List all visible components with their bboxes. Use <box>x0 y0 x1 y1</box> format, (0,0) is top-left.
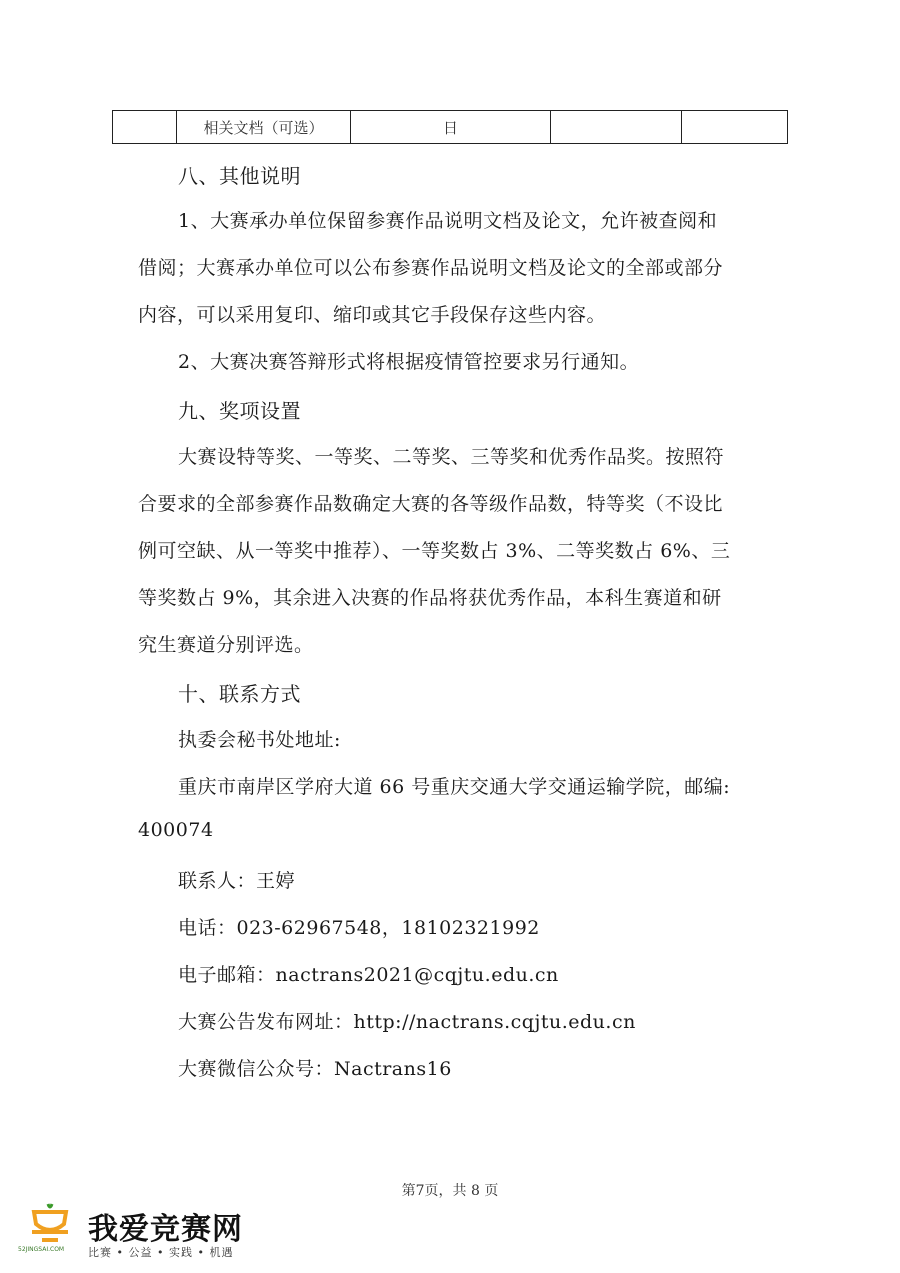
section-8-p1-line2: 借阅；大赛承办单位可以公布参赛作品说明文档及论文的全部或部分 <box>138 257 724 279</box>
contact-phone: 电话：023-62967548，18102321992 <box>178 917 540 939</box>
logo-tagline: 比赛 • 公益 • 实践 • 机遇 <box>88 1246 234 1259</box>
section-9-line3: 例可空缺、从一等奖中推荐）、一等奖数占 3%、二等奖数占 6%、三 <box>138 540 731 562</box>
section-9-line1: 大赛设特等奖、一等奖、二等奖、三等奖和优秀作品奖。按照符 <box>178 446 725 468</box>
address-label: 执委会秘书处地址: <box>178 729 341 751</box>
table-cell-empty-1 <box>551 111 682 143</box>
section-9-heading: 九、奖项设置 <box>178 399 301 423</box>
section-10-heading: 十、联系方式 <box>178 682 301 706</box>
section-9-line5: 究生赛道分别评选。 <box>138 634 314 656</box>
page-number: 第7页，共 8 页 <box>401 1183 499 1199</box>
contact-email[interactable]: 电子邮箱：nactrans2021@cqjtu.edu.cn <box>178 964 559 986</box>
contact-person: 联系人：王婷 <box>178 870 296 892</box>
section-9-line4: 等奖数占 9%，其余进入决赛的作品将获优秀作品，本科生赛道和研 <box>138 587 722 609</box>
logo-name: 我爱竞赛网 <box>88 1212 243 1247</box>
section-8-p1-line1: 1、大赛承办单位保留参赛作品说明文档及论文，允许被查阅和 <box>178 210 718 232</box>
address-line2: 400074 <box>138 819 214 841</box>
section-8-p2: 2、大赛决赛答辩形式将根据疫情管控要求另行通知。 <box>178 351 640 373</box>
section-8-p1-line3: 内容，可以采用复印、缩印或其它手段保存这些内容。 <box>138 304 607 326</box>
section-8-heading: 八、其他说明 <box>178 164 301 188</box>
site-logo[interactable] <box>18 1202 258 1262</box>
table-cell-doc-label: 相关文档（可选） <box>177 111 351 143</box>
table-row <box>112 110 788 144</box>
address-line1: 重庆市南岸区学府大道 66 号重庆交通大学交通运输学院，邮编: <box>178 776 731 798</box>
section-9-line2: 合要求的全部参赛作品数确定大赛的各等级作品数，特等奖（不设比 <box>138 493 724 515</box>
table-cell-unit: 日 <box>351 111 551 143</box>
table-cell-blank <box>113 111 177 143</box>
logo-domain: 52JINGSAI.COM <box>18 1246 65 1253</box>
announcement-website[interactable]: 大赛公告发布网址：http://nactrans.cqjtu.edu.cn <box>178 1011 636 1033</box>
wechat-account: 大赛微信公众号：Nactrans16 <box>178 1058 452 1080</box>
table-cell-empty-2 <box>682 111 787 143</box>
trophy-icon <box>20 1202 80 1246</box>
